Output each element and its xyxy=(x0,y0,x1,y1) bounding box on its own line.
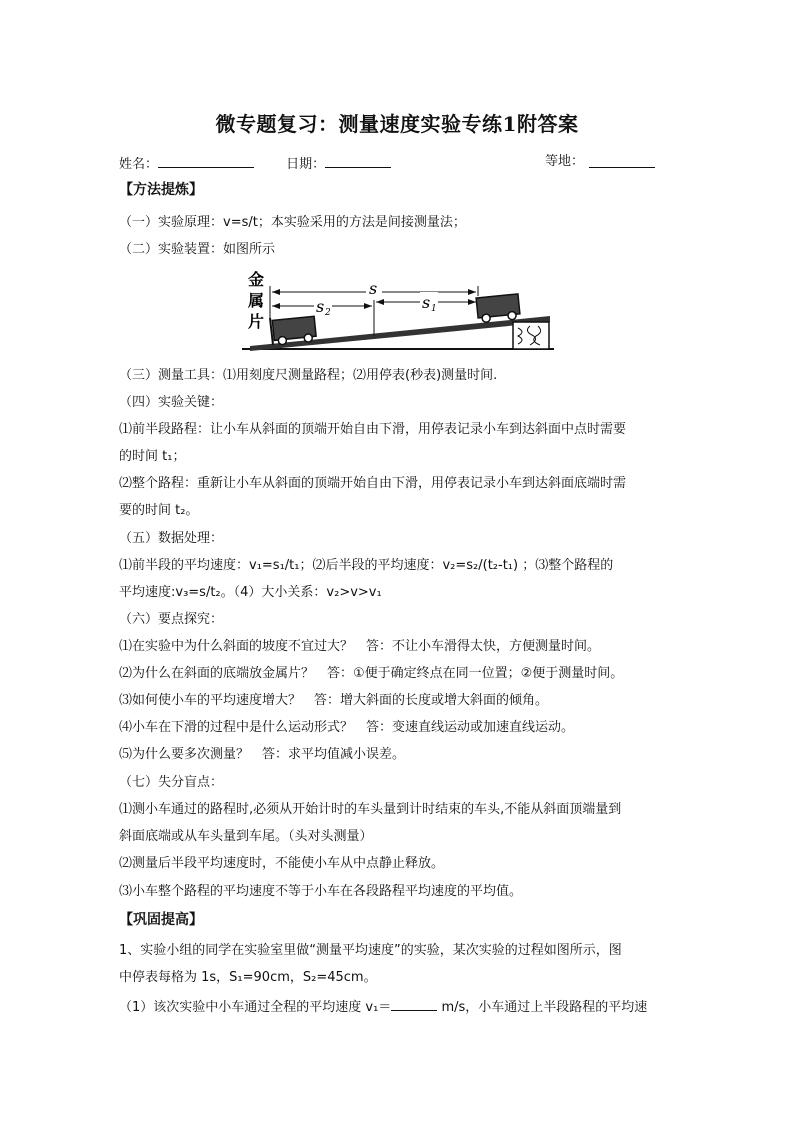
problem-1-line-a: 1、实验小组的同学在实验室里做“测量平均速度”的实验，某次实验的过程如图所示，图 xyxy=(119,943,622,958)
blind-3: ⑶小车整个路程的平均速度不等于小车在各段路程平均速度的平均值。 xyxy=(119,884,523,899)
tools-text: （三）测量工具：⑴用刻度尺测量路程；⑵用停表(秒表)测量时间. xyxy=(119,368,498,383)
cart-bottom xyxy=(272,316,316,345)
metal-label-3: 片 xyxy=(248,312,265,331)
problem-1-line-b: 中停表每格为 1s，S₁=90cm，S₂=45cm。 xyxy=(119,970,377,985)
question-1: ⑴在实验中为什么斜面的坡度不宜过大？ 答：不让小车滑得太快，方便测量时间。 xyxy=(119,639,601,654)
metal-label-2: 属 xyxy=(248,291,265,310)
key-heading: （四）实验关键： xyxy=(119,395,224,410)
date-label: 日期： xyxy=(286,157,326,172)
data-heading: （五）数据处理： xyxy=(119,531,224,546)
problem-1-question-pre: （1）该次实验中小车通过全程的平均速度 v₁＝ xyxy=(119,1000,392,1015)
question-3: ⑶如何使小车的平均速度增大？ 答：增大斜面的长度或增大斜面的倾角。 xyxy=(119,693,549,708)
date-blank[interactable] xyxy=(325,152,391,168)
explore-heading: （六）要点探究： xyxy=(119,612,224,627)
answer-blank-v1[interactable] xyxy=(391,995,437,1011)
blind-1-line-b: 斜面底端或从车头量到车尾。（头对头测量） xyxy=(119,829,373,844)
s1-sub: 1 xyxy=(431,304,437,314)
s2-label: s xyxy=(316,297,325,316)
metal-label-1: 金 xyxy=(248,270,265,289)
s-label: s xyxy=(369,279,378,298)
key1-line-b: 的时间 t₁； xyxy=(119,449,186,464)
name-label: 姓名： xyxy=(119,157,159,172)
grade-blank[interactable] xyxy=(589,152,655,168)
question-4: ⑷小车在下滑的过程中是什么运动形式？ 答：变速直线运动或加速直线运动。 xyxy=(119,720,575,735)
problem-1-question xyxy=(119,995,647,1018)
page-title: 微专题复习：测量速度实验专练1附答案 xyxy=(215,112,579,136)
s2-sub: 2 xyxy=(325,308,331,318)
name-blank[interactable] xyxy=(158,152,254,168)
principle-text: （一）实验原理：v=s/t；本实验采用的方法是间接测量法； xyxy=(119,215,466,230)
key2-line-a: ⑵整个路程：重新让小车从斜面的顶端开始自由下滑，用停表记录小车到达斜面底端时需 xyxy=(119,476,627,491)
grade-label: 等地： xyxy=(545,154,585,169)
data-line-b: 平均速度:v₃=s/t₂。（4）大小关系：v₂>v>v₁ xyxy=(119,585,382,600)
s1-label: s xyxy=(422,293,431,312)
question-5: ⑸为什么要多次测量？ 答：求平均值减小误差。 xyxy=(119,747,406,762)
incline-diagram xyxy=(238,266,558,356)
section-method-heading: 【方法提炼】 xyxy=(119,182,203,198)
blind-heading: （七）失分盲点： xyxy=(119,775,224,790)
key2-line-b: 要的时间 t₂。 xyxy=(119,503,199,518)
info-row xyxy=(119,152,679,175)
cart-top xyxy=(476,294,520,323)
problem-1-question-post: m/s，小车通过上半段路程的平均速 xyxy=(437,1000,648,1015)
data-line-a: ⑴前半段的平均速度：v₁=s₁/t₁；⑵后半段的平均速度：v₂=s₂/(t₂-t₁) ；⑶整个路程的 xyxy=(119,558,614,573)
blind-1-line-a: ⑴测小车通过的路程时,必须从开始计时的车头量到计时结束的车头,不能从斜面顶端量到 xyxy=(119,802,622,817)
section-improve-heading: 【巩固提高】 xyxy=(119,912,203,928)
setup-text: （二）实验装置：如图所示 xyxy=(119,242,276,257)
key1-line-a: ⑴前半段路程：让小车从斜面的顶端开始自由下滑，用停表记录小车到达斜面中点时需要 xyxy=(119,422,627,437)
blind-2: ⑵测量后半段平均速度时，不能使小车从中点静止释放。 xyxy=(119,856,445,871)
question-2: ⑵为什么在斜面的底端放金属片？ 答：①便于确定终点在同一位置；②便于测量时间。 xyxy=(119,666,624,681)
